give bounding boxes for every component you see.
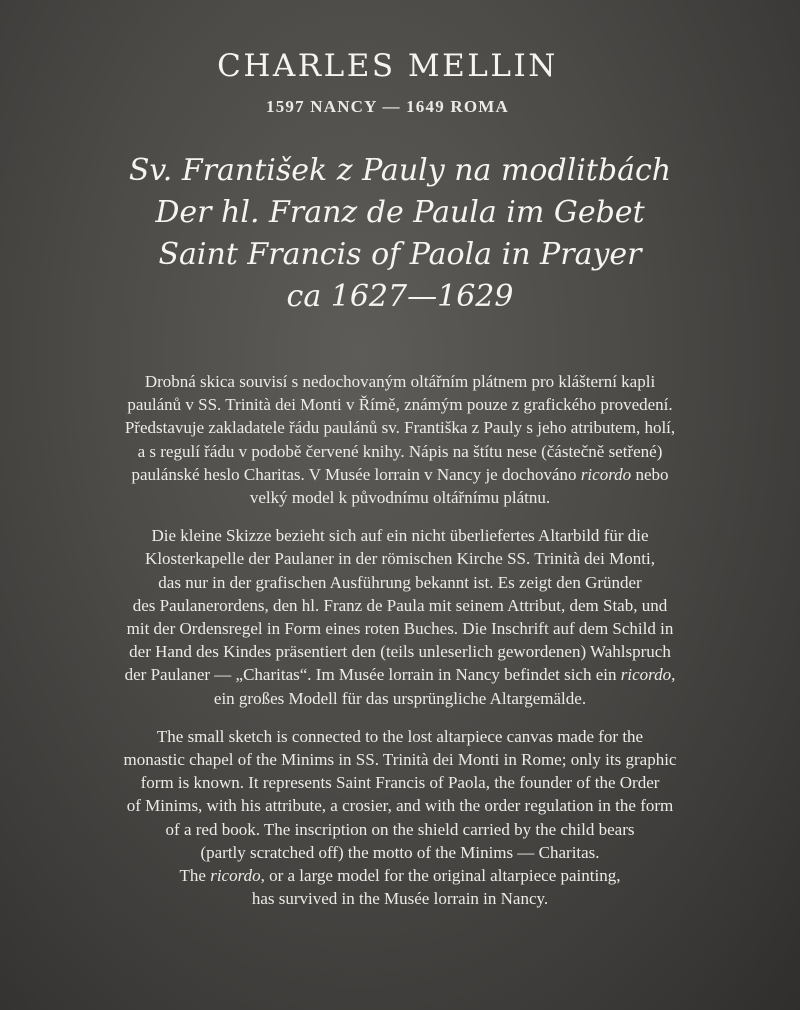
title-czech: Sv. František z Pauly na modlitbách	[128, 153, 672, 188]
text-line: monastic chapel of the Minims in SS. Trinità dei Monti in Rome; only its graphic	[123, 750, 677, 770]
artwork-titles	[0, 150, 800, 318]
text-line: Die kleine Skizze bezieht sich auf ein nicht überliefertes Altarbild für die	[151, 526, 649, 546]
text-line: Představuje zakladatele řádu paulánů sv. Františka z Pauly s jeho atributem, holí,	[124, 418, 676, 438]
text-line: (partly scratched off) the motto of the Minims — Charitas.	[200, 842, 600, 862]
text-segment: paulánské heslo Charitas. V Musée lorrain v Nancy je dochováno	[131, 464, 581, 484]
text-line: paulánů v SS. Trinità dei Monti v Římě, známým pouze z grafického provedení.	[127, 395, 673, 415]
title-english: Saint Francis of Paola in Prayer	[158, 237, 642, 272]
italic-term: ricordo	[580, 464, 632, 484]
title-german: Der hl. Franz de Paula im Gebet	[155, 195, 645, 230]
italic-term: ricordo	[210, 866, 261, 886]
paragraph-english	[40, 725, 760, 911]
text-line: The small sketch is connected to the lost altarpiece canvas made for the	[156, 726, 644, 746]
text-line: des Paulanerordens, den hl. Franz de Paula mit seinem Attribut, dem Stab, und	[132, 595, 668, 615]
text-segment: ,	[671, 665, 676, 685]
paragraph-german	[40, 524, 760, 710]
description-body	[40, 370, 760, 925]
text-line	[40, 864, 760, 887]
artist-name: CHARLES MELLIN	[217, 48, 558, 84]
text-line: of a red book. The inscription on the shield carried by the child bears	[165, 819, 635, 839]
artist-dates: 1597 NANCY — 1649 ROMA	[266, 97, 509, 116]
text-line: a s regulí řádu v podobě červené knihy. Nápis na štítu nese (částečně setřené)	[137, 441, 663, 461]
text-line: der Hand des Kindes präsentiert den (teils unleserlich gewordenen) Wahlspruch	[129, 642, 671, 662]
text-line: ein großes Modell für das ursprüngliche Altargemälde.	[213, 688, 587, 708]
text-line: of Minims, with his attribute, a crosier, and with the order regulation in the form	[126, 796, 674, 816]
italic-term: ricordo	[620, 665, 672, 685]
text-line: velký model k původnímu oltářnímu plátnu.	[249, 488, 551, 508]
text-segment: , or a large model for the original altarpiece painting,	[260, 866, 621, 886]
text-line: has survived in the Musée lorrain in Nancy.	[251, 889, 549, 909]
text-line: form is known. It represents Saint Francis of Paola, the founder of the Order	[140, 773, 660, 793]
text-segment: nebo	[631, 464, 669, 484]
text-line: mit der Ordensregel in Form eines roten Buches. Die Inschrift auf dem Schild in	[126, 619, 674, 639]
artwork-date: ca 1627—1629	[286, 279, 514, 314]
text-line: das nur in der grafischen Ausführung bekannt ist. Es zeigt den Gründer	[158, 572, 642, 592]
paragraph-czech	[40, 370, 760, 509]
text-line	[40, 463, 760, 486]
text-line	[40, 663, 760, 686]
text-line: Drobná skica souvisí s nedochovaným oltářním plátnem pro klášterní kapli	[144, 372, 656, 391]
text-segment: der Paulaner — „Charitas“. Im Musée lorrain in Nancy befindet sich ein	[124, 665, 621, 685]
text-segment: The	[179, 866, 211, 886]
text-line: Klosterkapelle der Paulaner in der römischen Kirche SS. Trinità dei Monti,	[145, 549, 655, 569]
